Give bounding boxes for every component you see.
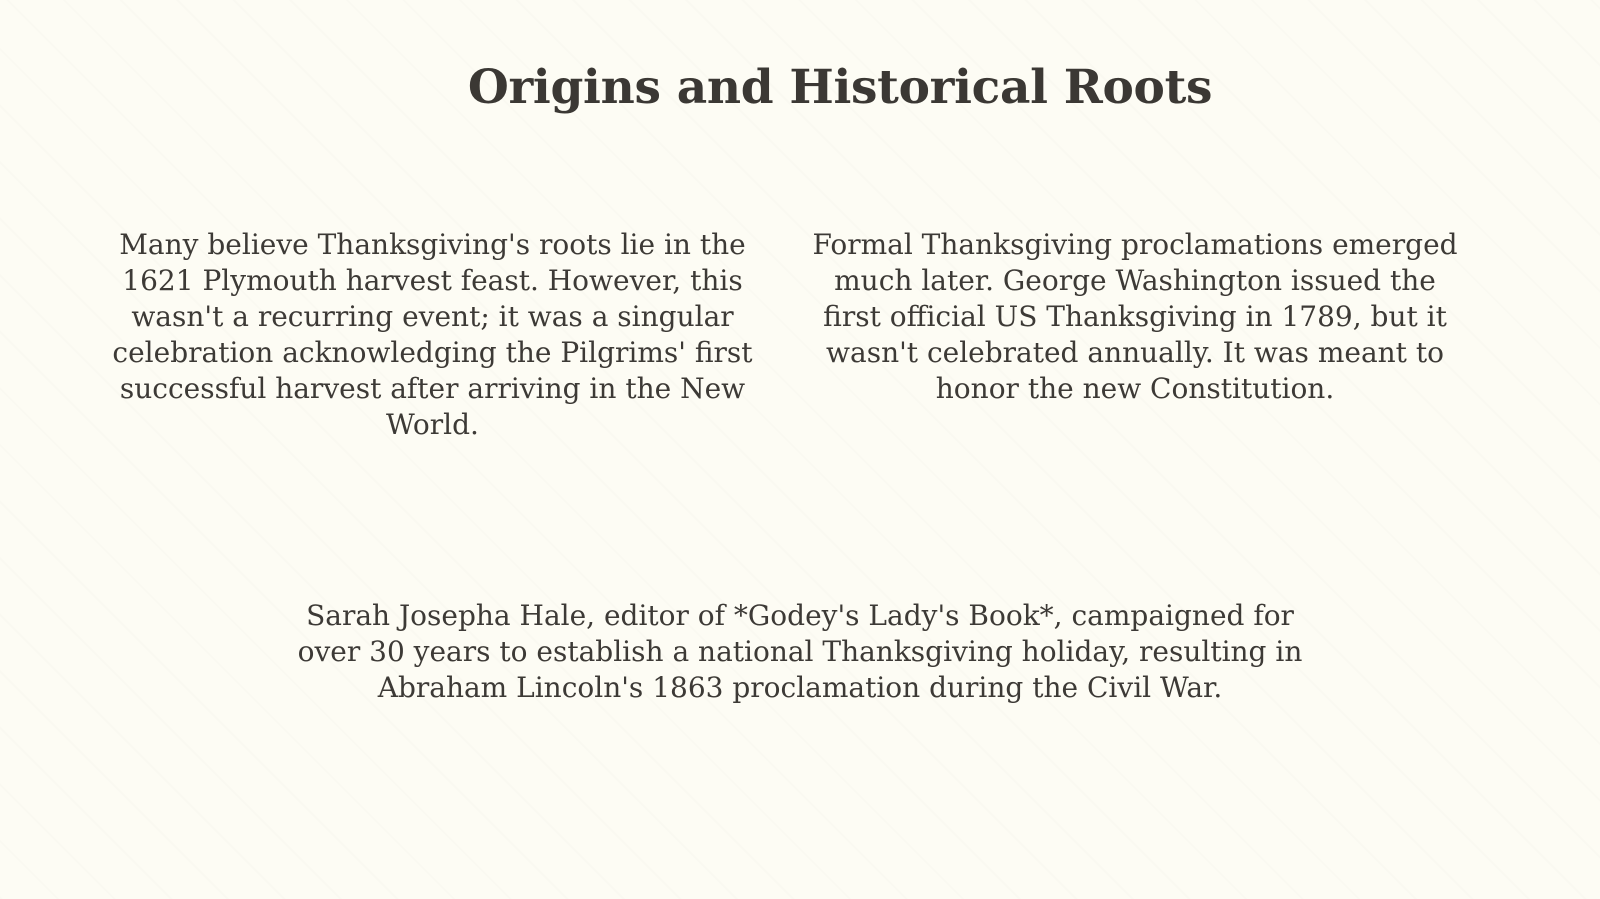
- paragraph-plymouth-feast: Many believe Thanksgiving's roots lie in the 1621 Plymouth harvest feast. However, this wasn't a recurring event; it was a singular celebration acknowledging the Pilgrims' first successful harvest after arriving in the New World.: [112, 228, 753, 441]
- paragraph-washington-proclamation: Formal Thanksgiving proclamations emerged much later. George Washington issued the first official US Thanksgiving in 1789, but it wasn't celebrated annually. It was meant to honor the new Constitution.: [812, 228, 1458, 405]
- slide-title: Origins and Historical Roots: [467, 60, 1213, 115]
- paragraph-sarah-hale: Sarah Josepha Hale, editor of *Godey's Lady's Book*, campaigned for over 30 years to establish a national Thanksgiving holiday, resulting in Abraham Lincoln's 1863 proclamation during the Civil War.: [297, 599, 1303, 704]
